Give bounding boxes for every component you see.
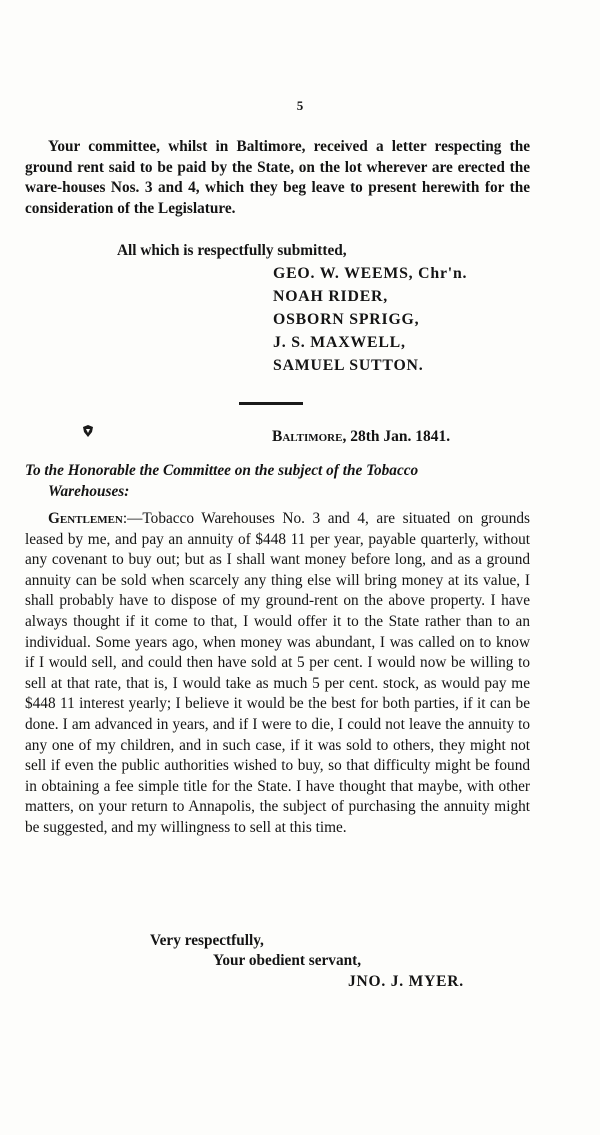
letter-place: Baltimore xyxy=(272,428,343,445)
addressee-line-1: To the Honorable the Committee on the subject of the Tobacco xyxy=(25,462,419,479)
letter-salutation: Gentlemen xyxy=(48,510,123,527)
letter-signer: JNO. J. MYER. xyxy=(348,973,464,990)
printer-ornament-icon xyxy=(81,424,95,438)
letter-dateline xyxy=(272,428,450,446)
letter-body-text: :—Tobacco Warehouses No. 3 and 4, are situated on grounds leased by me, and pay an annuity of $448 11 per year, payable quarterly, without any covenant to buy out; but as I shall want money before long, and as a ground annuity can be sold when scarcely any thing else will bring money at its value, I shall probably have to dispose of my ground-rent on the above property. I have always thought if it come to that, I would offer it to the State rather than to an individual. Some years ago, when money was abundant, I was called on to know if I would sell, and could then have sold at 5 per cent. I would now be willing to sell at that rate, that is, I would take as much 5 per cent. stock, as would pay me $448 11 interest yearly; I believe it would be the best for both parties, if it can be done. I am advanced in years, and if I were to die, I could not leave the annuity to any one of my children, and in such case, if it was sold to others, they might not sell if even the public authorities wished to buy, so that difficulty might be found in obtaining a fee simple title for the State. I have thought that maybe, with other matters, on your return to Annapolis, the subject of purchasing the annuity might be suggested, and my willingness to sell at this time. xyxy=(25,510,530,836)
signatory-sutton: SAMUEL SUTTON. xyxy=(273,357,424,374)
signatory-maxwell: J. S. MAXWELL, xyxy=(273,334,406,351)
signatory-sprigg: OSBORN SPRIGG, xyxy=(273,311,420,328)
committee-report-paragraph: Your committee, whilst in Baltimore, received a letter respecting the ground rent said to be paid by the State, on the lot wherever are erected the ware-houses Nos. 3 and 4, which they beg leave to present herewith for the consideration of the Legislature. xyxy=(25,138,530,217)
signatory-weems: GEO. W. WEEMS, Chr'n. xyxy=(273,265,468,282)
submitted-line: All which is respectfully submitted, xyxy=(117,242,347,259)
page-number: 5 xyxy=(296,98,304,113)
letter-body xyxy=(25,509,530,839)
letter-addressee xyxy=(25,461,535,502)
letter-closing-1: Very respectfully, xyxy=(150,932,264,949)
addressee-line-2: Warehouses: xyxy=(48,482,130,500)
letter-closing-2: Your obedient servant, xyxy=(213,952,362,969)
letter-date: , 28th Jan. 1841. xyxy=(342,428,451,445)
section-divider xyxy=(239,402,303,405)
signatory-rider: NOAH RIDER, xyxy=(273,288,388,305)
